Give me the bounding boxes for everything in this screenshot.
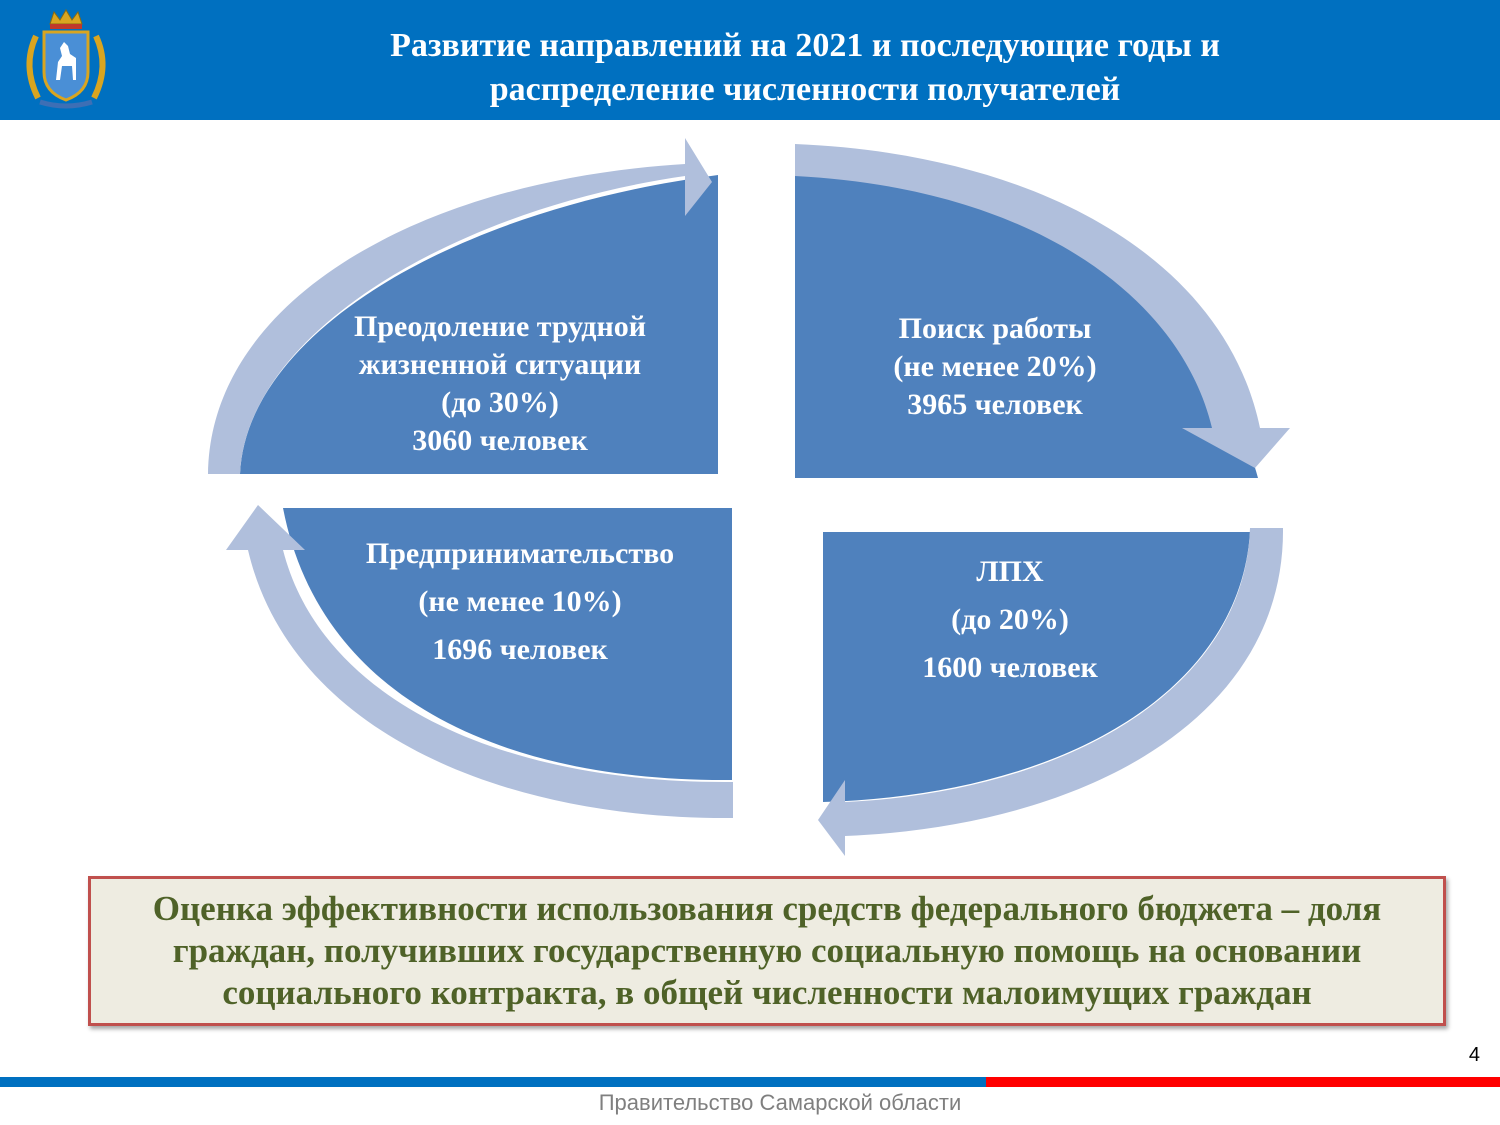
quadrant-2-label: [830, 310, 1160, 424]
quadrant-4-line-2: (до 20%): [951, 603, 1069, 636]
quadrant-4-line-1: ЛПХ: [976, 555, 1044, 588]
footer-organization: Правительство Самарской области: [598, 1090, 962, 1115]
page-number: 4: [1468, 1044, 1480, 1066]
quadrant-2-line-2: (не менее 20%): [893, 350, 1097, 383]
quadrant-3-label: [320, 530, 720, 674]
footer-bar-blue: [0, 1077, 986, 1087]
header-bar: [0, 0, 1500, 120]
quadrant-2-line-1: Поиск работы: [898, 312, 1092, 345]
page-title: Развитие направлений на 2021 и последующие годы и распределение численности получателей: [390, 27, 1220, 108]
quadrant-1-line-1: Преодоление трудной: [353, 310, 647, 343]
quadrant-2-line-3: 3965 человек: [907, 388, 1083, 421]
quadrant-1-line-3: (до 30%): [441, 386, 559, 419]
quadrant-3-line-2: (не менее 10%): [418, 585, 622, 618]
quadrant-3-line-3: 1696 человек: [432, 633, 608, 666]
quadrant-4-line-3: 1600 человек: [922, 651, 1098, 684]
quadrant-1-line-2: жизненной ситуации: [358, 348, 642, 381]
quadrant-1-line-4: 3060 человек: [412, 424, 588, 457]
quadrant-3-line-1: Предпринимательство: [365, 537, 675, 570]
quadrant-4-label: [880, 548, 1140, 692]
footer-bar-red: [986, 1077, 1500, 1087]
kpi-box: [88, 876, 1446, 1026]
quadrant-1-label: [300, 308, 700, 460]
samara-coat-of-arms-icon: [16, 6, 116, 112]
kpi-text: Оценка эффективности использования средств федерального бюджета – доля граждан, получивших государственную социальную помощь на основании социального контракта, в общей численности малоимущих граждан: [152, 889, 1382, 1012]
cycle-diagram: [0, 130, 1500, 870]
